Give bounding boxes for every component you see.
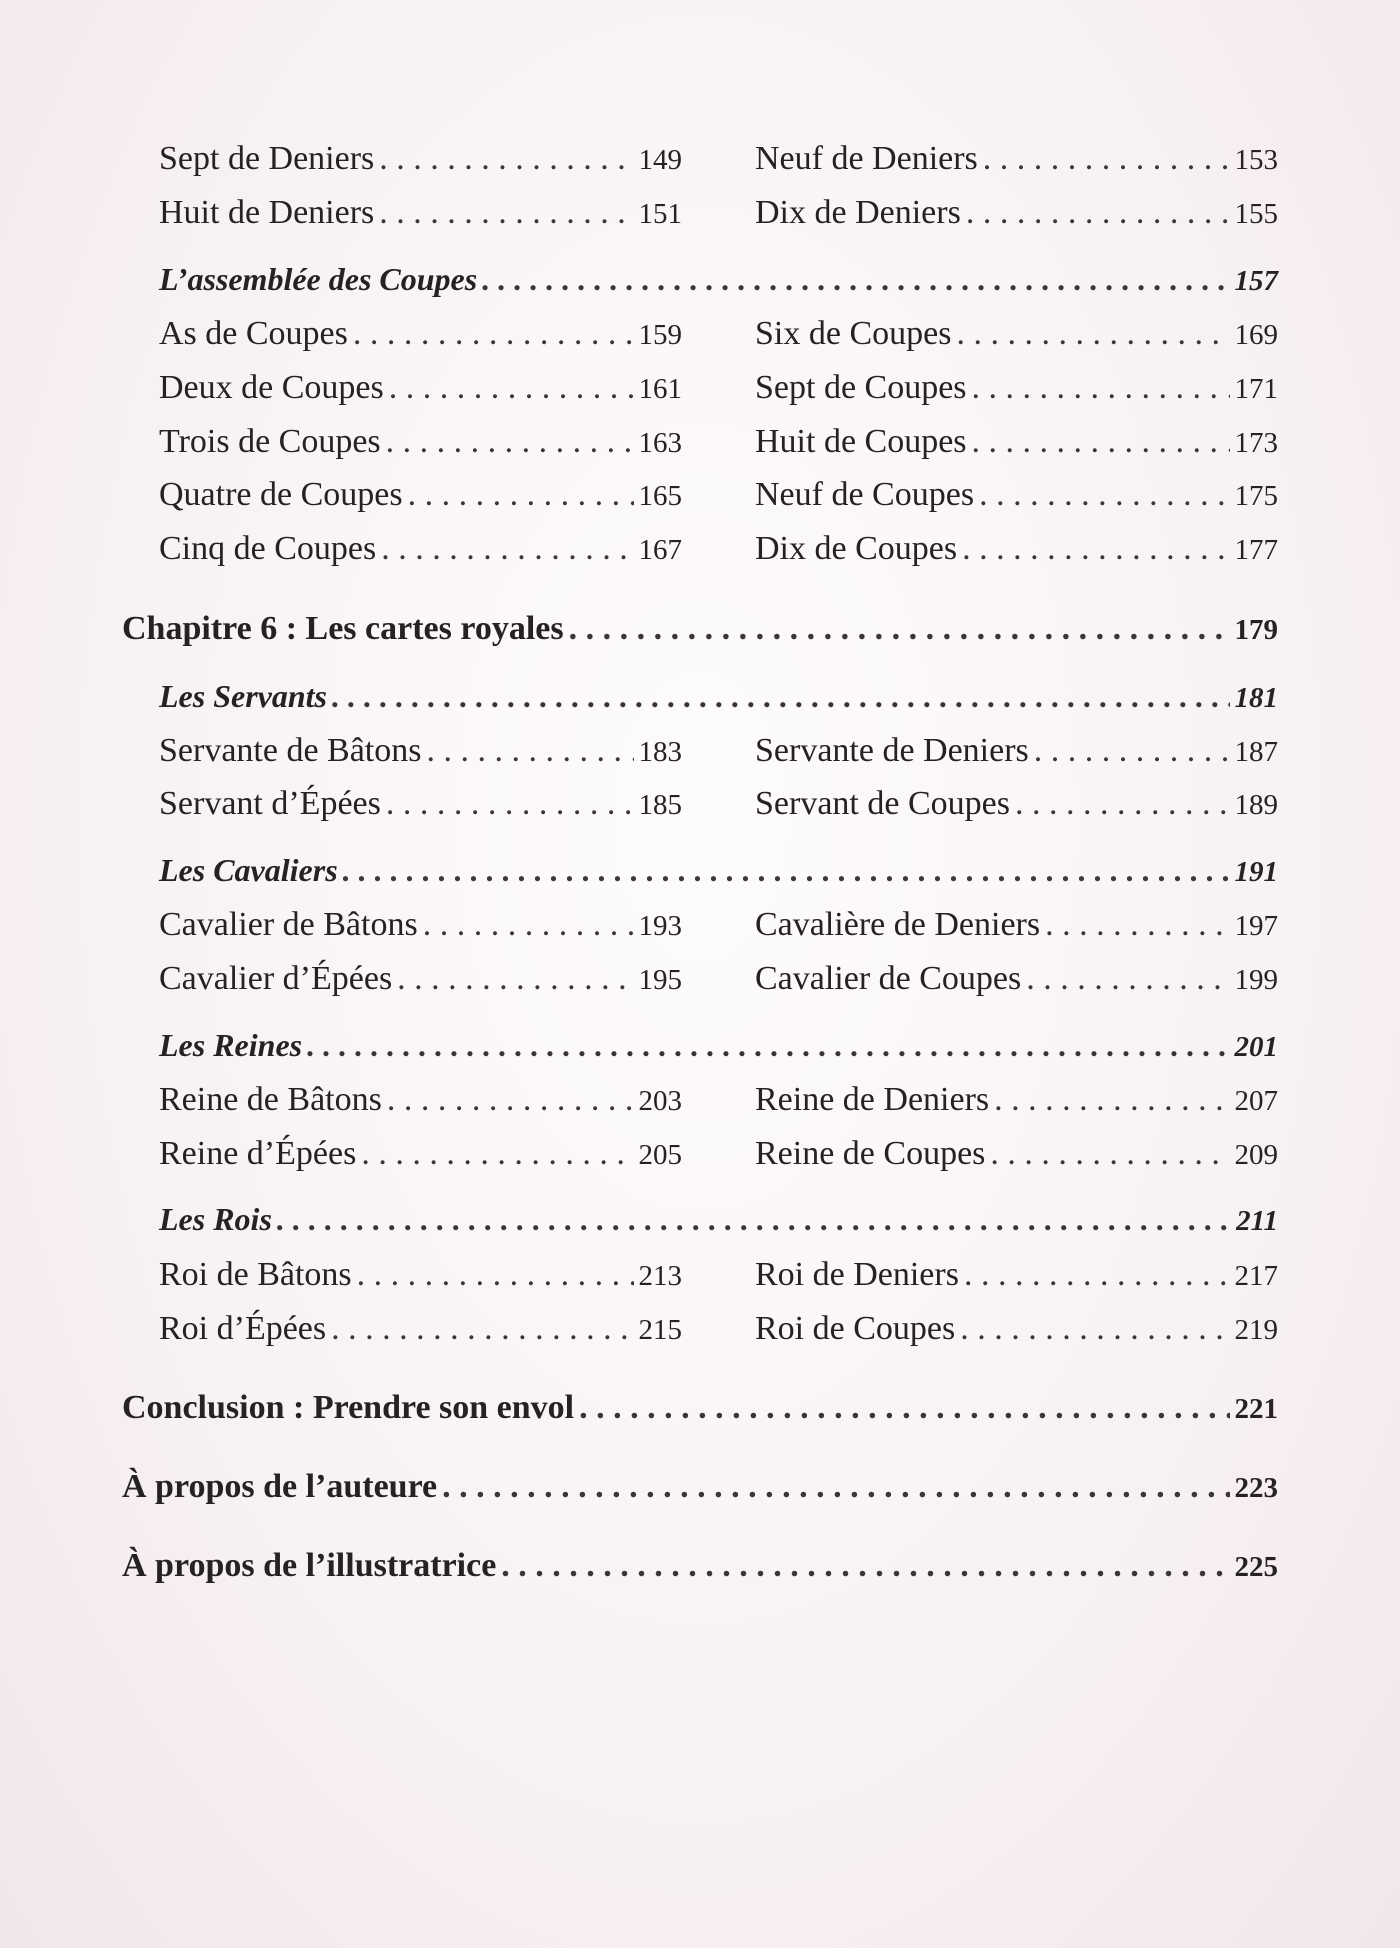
toc-page-number: 197 xyxy=(1234,910,1278,942)
toc-item[interactable] xyxy=(755,962,1278,996)
toc-page-number: 199 xyxy=(1234,964,1278,996)
toc-item[interactable] xyxy=(755,478,1278,512)
toc-page-number: 211 xyxy=(1236,1205,1278,1237)
dot-leader xyxy=(964,1258,1230,1292)
toc-item[interactable] xyxy=(755,425,1278,459)
dot-leader xyxy=(966,196,1230,230)
dot-leader xyxy=(427,734,634,768)
toc-page-number: 221 xyxy=(1234,1393,1278,1425)
toc-page-number: 149 xyxy=(638,144,682,176)
toc-section[interactable] xyxy=(159,680,1278,713)
toc-entry-title: Reine de Coupes xyxy=(755,1135,986,1172)
toc-item[interactable] xyxy=(159,908,682,942)
toc-entry-title: Chapitre 6 : Les cartes royales xyxy=(122,610,564,647)
toc-entry-title: Roi d’Épées xyxy=(159,1310,327,1347)
dot-leader xyxy=(381,532,633,566)
toc-section[interactable] xyxy=(159,263,1278,296)
toc-page-number: 201 xyxy=(1234,1031,1278,1063)
dot-leader xyxy=(979,478,1229,512)
toc-entry-title: Les Rois xyxy=(159,1201,272,1237)
toc-entry-title: Reine de Deniers xyxy=(755,1081,990,1118)
toc-entry-title: Neuf de Coupes xyxy=(755,476,975,513)
toc-entry-title: Sept de Coupes xyxy=(755,369,967,406)
toc-entry-title: Deux de Coupes xyxy=(159,369,384,406)
toc-entry-title: Dix de Coupes xyxy=(755,530,958,567)
toc-item[interactable] xyxy=(159,1083,682,1117)
dot-leader xyxy=(379,196,633,230)
toc-page-number: 205 xyxy=(638,1139,682,1171)
toc-entry-title: À propos de l’illustratrice xyxy=(122,1547,497,1584)
toc-entry-title: Les Servants xyxy=(159,678,327,714)
toc-page-number: 187 xyxy=(1234,736,1278,768)
toc-entry-title: Reine d’Épées xyxy=(159,1135,357,1172)
toc-page-number: 159 xyxy=(638,319,682,351)
toc-entry-title: Six de Coupes xyxy=(755,315,952,352)
toc-page-number: 219 xyxy=(1234,1314,1278,1346)
toc-item[interactable] xyxy=(159,734,682,768)
toc-item[interactable] xyxy=(159,425,682,459)
toc-item[interactable] xyxy=(755,1312,1278,1346)
toc-page-number: 167 xyxy=(638,534,682,566)
toc-page-number: 189 xyxy=(1234,789,1278,821)
dot-leader xyxy=(357,1258,634,1292)
toc-entry-title: Roi de Deniers xyxy=(755,1256,959,1293)
dot-leader xyxy=(482,263,1229,295)
toc-item[interactable] xyxy=(755,734,1278,768)
toc-page-number: 175 xyxy=(1234,480,1278,512)
toc-item[interactable] xyxy=(755,1258,1278,1292)
toc-page-number: 179 xyxy=(1234,614,1278,646)
toc-page-number: 183 xyxy=(638,736,682,768)
toc-entry-title: Huit de Coupes xyxy=(755,423,967,460)
dot-leader xyxy=(386,425,634,459)
toc-page-number: 213 xyxy=(638,1260,682,1292)
toc-page-number: 195 xyxy=(638,964,682,996)
toc-page-number: 155 xyxy=(1234,198,1278,230)
dot-leader xyxy=(994,1083,1229,1117)
toc-item[interactable] xyxy=(755,787,1278,821)
toc-item[interactable] xyxy=(159,962,682,996)
toc-entry-title: Cavalier de Coupes xyxy=(755,960,1022,997)
toc-item[interactable] xyxy=(159,1312,682,1346)
toc-section[interactable] xyxy=(159,1029,1278,1062)
toc-entry-title: Cinq de Coupes xyxy=(159,530,377,567)
dot-leader xyxy=(389,371,634,405)
toc-entry-title: As de Coupes xyxy=(159,315,348,352)
toc-page-number: 191 xyxy=(1234,856,1278,888)
toc-entry-title: Neuf de Deniers xyxy=(755,140,978,177)
toc-page-number: 193 xyxy=(638,910,682,942)
dot-leader xyxy=(387,1083,634,1117)
dot-leader xyxy=(983,142,1230,176)
dot-leader xyxy=(569,612,1230,646)
toc-item[interactable] xyxy=(755,317,1278,351)
toc-page-number: 171 xyxy=(1234,373,1278,405)
toc-item[interactable] xyxy=(159,787,682,821)
toc-page-number: 177 xyxy=(1234,534,1278,566)
dot-leader xyxy=(331,1312,633,1346)
toc-page-number: 153 xyxy=(1234,144,1278,176)
toc-chapter[interactable] xyxy=(122,612,1278,646)
toc-entry-title: Roi de Coupes xyxy=(755,1310,956,1347)
toc-item[interactable] xyxy=(159,532,682,566)
toc-entry-title: À propos de l’auteure xyxy=(122,1468,438,1505)
toc-page-number: 209 xyxy=(1234,1139,1278,1171)
toc-item[interactable] xyxy=(159,478,682,512)
toc-page-number: 217 xyxy=(1234,1260,1278,1292)
toc-item[interactable] xyxy=(755,532,1278,566)
dot-leader xyxy=(1026,962,1229,996)
dot-leader xyxy=(990,1137,1229,1171)
dot-leader xyxy=(1045,908,1229,942)
toc-page-number: 203 xyxy=(638,1085,682,1117)
dot-leader xyxy=(343,854,1230,886)
dot-leader xyxy=(972,425,1230,459)
toc-entry-title: Servante de Deniers xyxy=(755,732,1029,769)
dot-leader xyxy=(353,317,634,351)
dot-leader xyxy=(501,1549,1229,1583)
toc-entry-title: Reine de Bâtons xyxy=(159,1081,382,1118)
dot-leader xyxy=(579,1391,1229,1425)
dot-leader xyxy=(361,1137,633,1171)
toc-section[interactable] xyxy=(159,854,1278,887)
toc-entry-title: Cavalière de Deniers xyxy=(755,906,1041,943)
toc-item[interactable] xyxy=(755,1083,1278,1117)
toc-item[interactable] xyxy=(159,1258,682,1292)
toc-item[interactable] xyxy=(159,317,682,351)
dot-leader xyxy=(386,787,634,821)
dot-leader xyxy=(408,478,634,512)
toc-entry-title: Quatre de Coupes xyxy=(159,476,403,513)
toc-entry-title: Roi de Bâtons xyxy=(159,1256,352,1293)
toc-item[interactable] xyxy=(159,371,682,405)
toc-page-number: 181 xyxy=(1234,682,1278,714)
toc-entry-title: Les Reines xyxy=(159,1027,303,1063)
toc-item[interactable] xyxy=(159,142,682,176)
toc-item[interactable] xyxy=(755,371,1278,405)
toc-page-number: 151 xyxy=(638,198,682,230)
dot-leader xyxy=(277,1203,1231,1235)
toc-page-number: 225 xyxy=(1234,1551,1278,1583)
toc-entry-title: Cavalier de Bâtons xyxy=(159,906,418,943)
dot-leader xyxy=(960,1312,1229,1346)
dot-leader xyxy=(379,142,633,176)
toc-section[interactable] xyxy=(159,1203,1278,1236)
toc-item[interactable] xyxy=(755,142,1278,176)
toc-item[interactable] xyxy=(159,196,682,230)
toc-item[interactable] xyxy=(755,196,1278,230)
dot-leader xyxy=(397,962,633,996)
toc-entry-title: Servant de Coupes xyxy=(755,785,1010,822)
toc-item[interactable] xyxy=(159,1137,682,1171)
toc-page-number: 215 xyxy=(638,1314,682,1346)
toc-page-number: 169 xyxy=(1234,319,1278,351)
dot-leader xyxy=(1034,734,1230,768)
toc-page-number: 185 xyxy=(638,789,682,821)
toc-item[interactable] xyxy=(755,908,1278,942)
toc-page-number: 165 xyxy=(638,480,682,512)
dot-leader xyxy=(442,1470,1229,1504)
toc-item[interactable] xyxy=(755,1137,1278,1171)
dot-leader xyxy=(307,1029,1229,1061)
toc-entry-title: L’assemblée des Coupes xyxy=(159,261,478,297)
toc-entry-title: Sept de Deniers xyxy=(159,140,375,177)
toc-entry-title: Servant d’Épées xyxy=(159,785,381,822)
toc-page-number: 223 xyxy=(1234,1472,1278,1504)
toc-entry-title: Conclusion : Prendre son envol xyxy=(122,1389,575,1426)
toc-page-number: 163 xyxy=(638,427,682,459)
toc-entry-title: Trois de Coupes xyxy=(159,423,381,460)
dot-leader xyxy=(956,317,1229,351)
toc-page-number: 173 xyxy=(1234,427,1278,459)
toc-page-number: 161 xyxy=(638,373,682,405)
toc-page-number: 207 xyxy=(1234,1085,1278,1117)
dot-leader xyxy=(332,680,1230,712)
toc-entry-title: Huit de Deniers xyxy=(159,194,375,231)
toc-chapter[interactable] xyxy=(122,1549,1278,1583)
toc-entry-title: Les Cavaliers xyxy=(159,852,338,888)
toc-page-number: 157 xyxy=(1234,265,1278,297)
dot-leader xyxy=(962,532,1229,566)
toc-chapter[interactable] xyxy=(122,1391,1278,1425)
toc-entry-title: Dix de Deniers xyxy=(755,194,961,231)
toc-chapter[interactable] xyxy=(122,1470,1278,1504)
dot-leader xyxy=(972,371,1230,405)
toc-entry-title: Cavalier d’Épées xyxy=(159,960,393,997)
toc-entry-title: Servante de Bâtons xyxy=(159,732,422,769)
dot-leader xyxy=(1015,787,1230,821)
dot-leader xyxy=(423,908,634,942)
